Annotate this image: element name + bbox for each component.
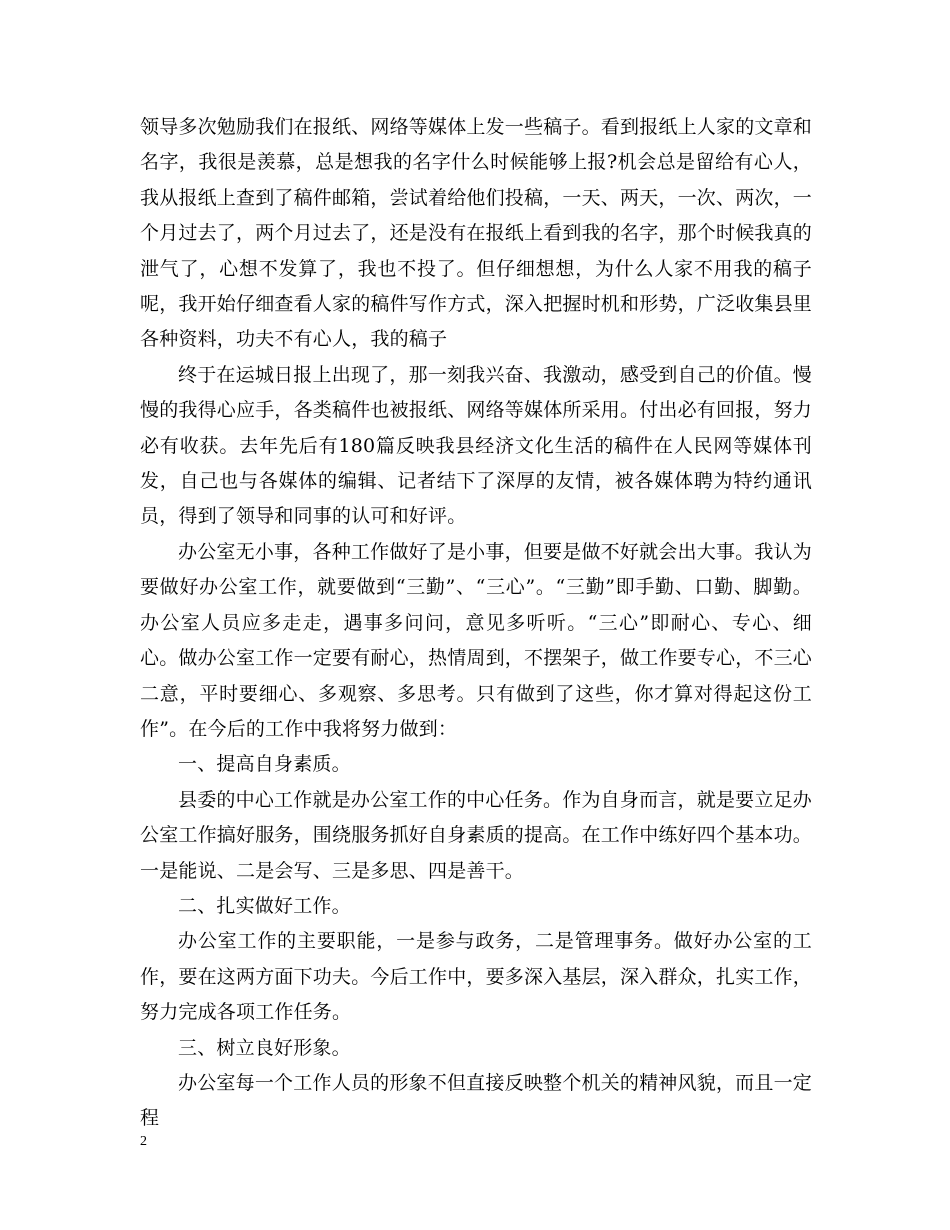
paragraph-5: 办公室工作的主要职能，一是参与政务，二是管理事务。做好办公室的工作，要在这两方面下功夫。今后工作中，要多深入基层，深入群众，扎实工作，努力完成各项工作任务。 xyxy=(140,930,813,1024)
body-text xyxy=(140,110,812,1137)
paragraph-6: 办公室每一个工作人员的形象不但直接反映整个机关的精神风貌，而且一定程 xyxy=(140,1071,812,1130)
paragraph-2: 终于在运城日报上出现了，那一刻我兴奋、我激动，感受到自己的价值。慢慢的我得心应手，各类稿件也被报纸、网络等媒体所采用。付出必有回报，努力必有收获。去年先后有180篇反映我县经济文化生活的稿件在人民网等媒体刊发，自己也与各媒体的编辑、记者结下了深厚的友情，被各媒体聘为特约通讯员，得到了领导和同事的认可和好评。 xyxy=(140,363,813,528)
section-heading-1: 一、提高自身素质。 xyxy=(178,753,351,776)
section-heading-2: 二、扎实做好工作。 xyxy=(178,894,351,917)
page-number: 2 xyxy=(140,1134,147,1149)
paragraph-4: 县委的中心工作就是办公室工作的中心任务。作为自身而言，就是要立足办公室工作搞好服务，围绕服务抓好自身素质的提高。在工作中练好四个基本功。一是能说、二是会写、三是多思、四是善干。 xyxy=(140,788,813,882)
section-heading-3: 三、树立良好形象。 xyxy=(178,1036,351,1059)
paragraph-1: 领导多次勉励我们在报纸、网络等媒体上发一些稿子。看到报纸上人家的文章和名字，我很是羡慕，总是想我的名字什么时候能够上报?机会总是留给有心人，我从报纸上查到了稿件邮箱，尝试着给他们投稿，一天、两天，一次、两次，一个月过去了，两个月过去了，还是没有在报纸上看到我的名字，那个时候我真的泄气了，心想不发算了，我也不投了。但仔细想想，为什么人家不用我的稿子呢，我开始仔细查看人家的稿件写作方式，深入把握时机和形势，广泛收集县里各种资料，功夫不有心人，我的稿子 xyxy=(140,116,813,351)
paragraph-3: 办公室无小事，各种工作做好了是小事，但要是做不好就会出大事。我认为要做好办公室工作，就要做到“三勤”、“三心”。“三勤”即手勤、口勤、脚勤。办公室人员应多走走，遇事多问问，意见多听听。“三心”即耐心、专心、细心。做办公室工作一定要有耐心，热情周到，不摆架子，做工作要专心，不三心二意，平时要细心、多观察、多思考。只有做到了这些，你才算对得起这份工作”。在今后的工作中我将努力做到： xyxy=(140,540,813,740)
